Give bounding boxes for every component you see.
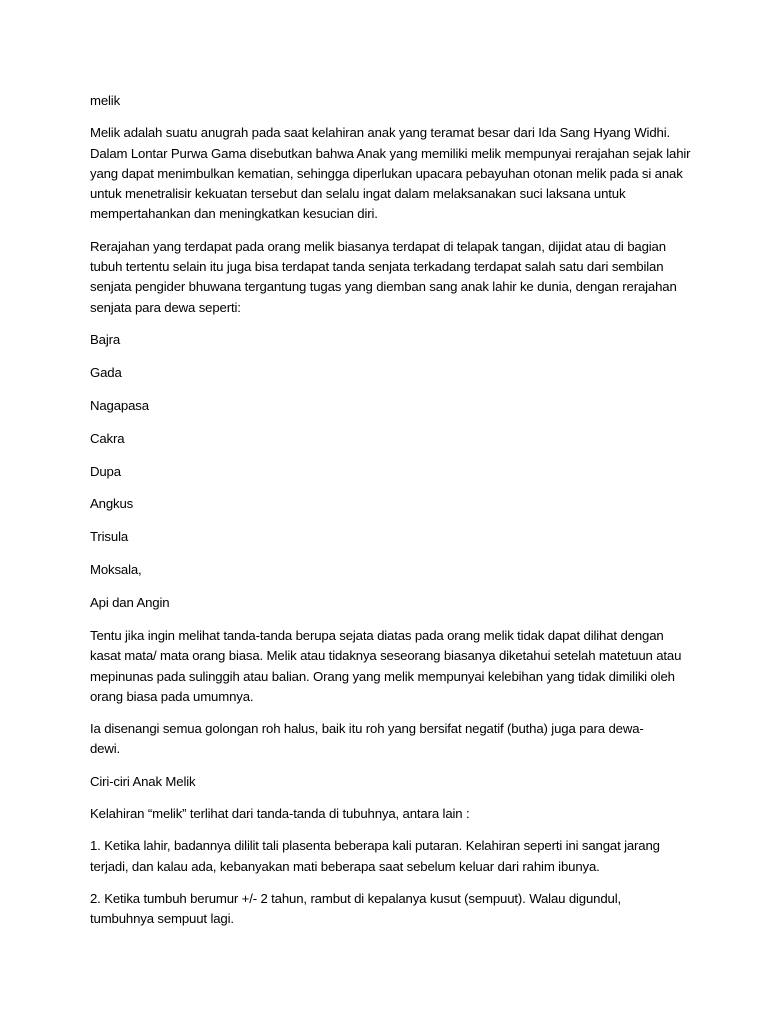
- text-line: mepinunas pada sulinggih atau balian. Orang yang melik mempunyai kelebihan yang tidak dimiliki oleh: [90, 668, 675, 684]
- weapon-item: Api dan Angin: [90, 595, 170, 611]
- paragraph-intro: [90, 123, 691, 224]
- text-line: senjata para dewa seperti:: [90, 299, 241, 315]
- weapon-item: Trisula: [90, 529, 129, 545]
- text-line: mempertahankan dan meningkatkan kesucian diri.: [90, 206, 378, 222]
- text-line: orang biasa pada umumnya.: [90, 688, 254, 704]
- text-line: 2. Ketika tumbuh berumur +/- 2 tahun, rambut di kepalanya kusut (sempuut). Walau digundul,: [90, 890, 622, 906]
- weapon-list: [90, 330, 650, 613]
- text-line: Rerajahan yang terdapat pada orang melik biasanya terdapat di telapak tangan, dijidat atau di bagian: [90, 238, 666, 254]
- text-line: Dalam Lontar Purwa Gama disebutkan bahwa Anak yang memiliki melik mempunyai rerajahan sejak lahir: [90, 145, 691, 161]
- weapon-item: Moksala,: [90, 562, 142, 578]
- weapon-item: Cakra: [90, 430, 125, 446]
- weapon-item: Dupa: [90, 463, 121, 479]
- text-line: Tentu jika ingin melihat tanda-tanda berupa sejata diatas pada orang melik tidak dapat dilihat dengan: [90, 627, 664, 643]
- paragraph-spirits: Ia disenangi semua golongan roh halus, baik itu roh yang bersifat negatif (butha) juga para dewa-dewi.: [90, 721, 644, 757]
- text-line: Melik adalah suatu anugrah pada saat kelahiran anak yang teramat besar dari Ida Sang Hyang Widhi.: [90, 125, 670, 141]
- sign-item-1: [90, 836, 660, 877]
- document-title: melik: [90, 93, 121, 108]
- paragraph-signs-intro: Kelahiran “melik” terlihat dari tanda-tanda di tubuhnya, antara lain :: [90, 806, 470, 822]
- text-line: tubuh tertentu selain itu juga bisa terdapat tanda senjata terkadang terdapat salah satu dari sembilan: [90, 259, 664, 275]
- text-line: kasat mata/ mata orang biasa. Melik atau tidaknya seseorang biasanya diketahui setelah matetuun atau: [90, 648, 682, 664]
- sign-item-2: [90, 889, 650, 930]
- text-line: untuk menetralisir kekuatan tersebut dan selalu ingat dalam melaksanakan suci laksana untuk: [90, 186, 626, 202]
- text-line: terjadi, dan kalau ada, kebanyakan mati beberapa saat sebelum keluar dari rahim ibunya.: [90, 858, 600, 874]
- section-heading: Ciri-ciri Anak Melik: [90, 773, 196, 789]
- text-line: tumbuhnya sempuut lagi.: [90, 911, 234, 927]
- text-line: senjata pengider bhuwana tergantung tugas yang diemban sang anak lahir ke dunia, dengan rerajahan: [90, 279, 677, 295]
- paragraph-visibility: [90, 626, 682, 707]
- weapon-item: Nagapasa: [90, 397, 149, 413]
- weapon-item: Angkus: [90, 496, 134, 512]
- paragraph-rerajahan: [90, 237, 677, 318]
- document-body: [90, 91, 691, 942]
- text-line: 1. Ketika lahir, badannya dililit tali plasenta beberapa kali putaran. Kelahiran seperti ini sangat jarang: [90, 838, 660, 854]
- text-line: yang dapat menimbulkan kematian, sehingga diperlukan upacara pebayuhan otonan melik pada si anak: [90, 165, 683, 181]
- weapon-item: Gada: [90, 364, 122, 380]
- weapon-item: Bajra: [90, 331, 121, 347]
